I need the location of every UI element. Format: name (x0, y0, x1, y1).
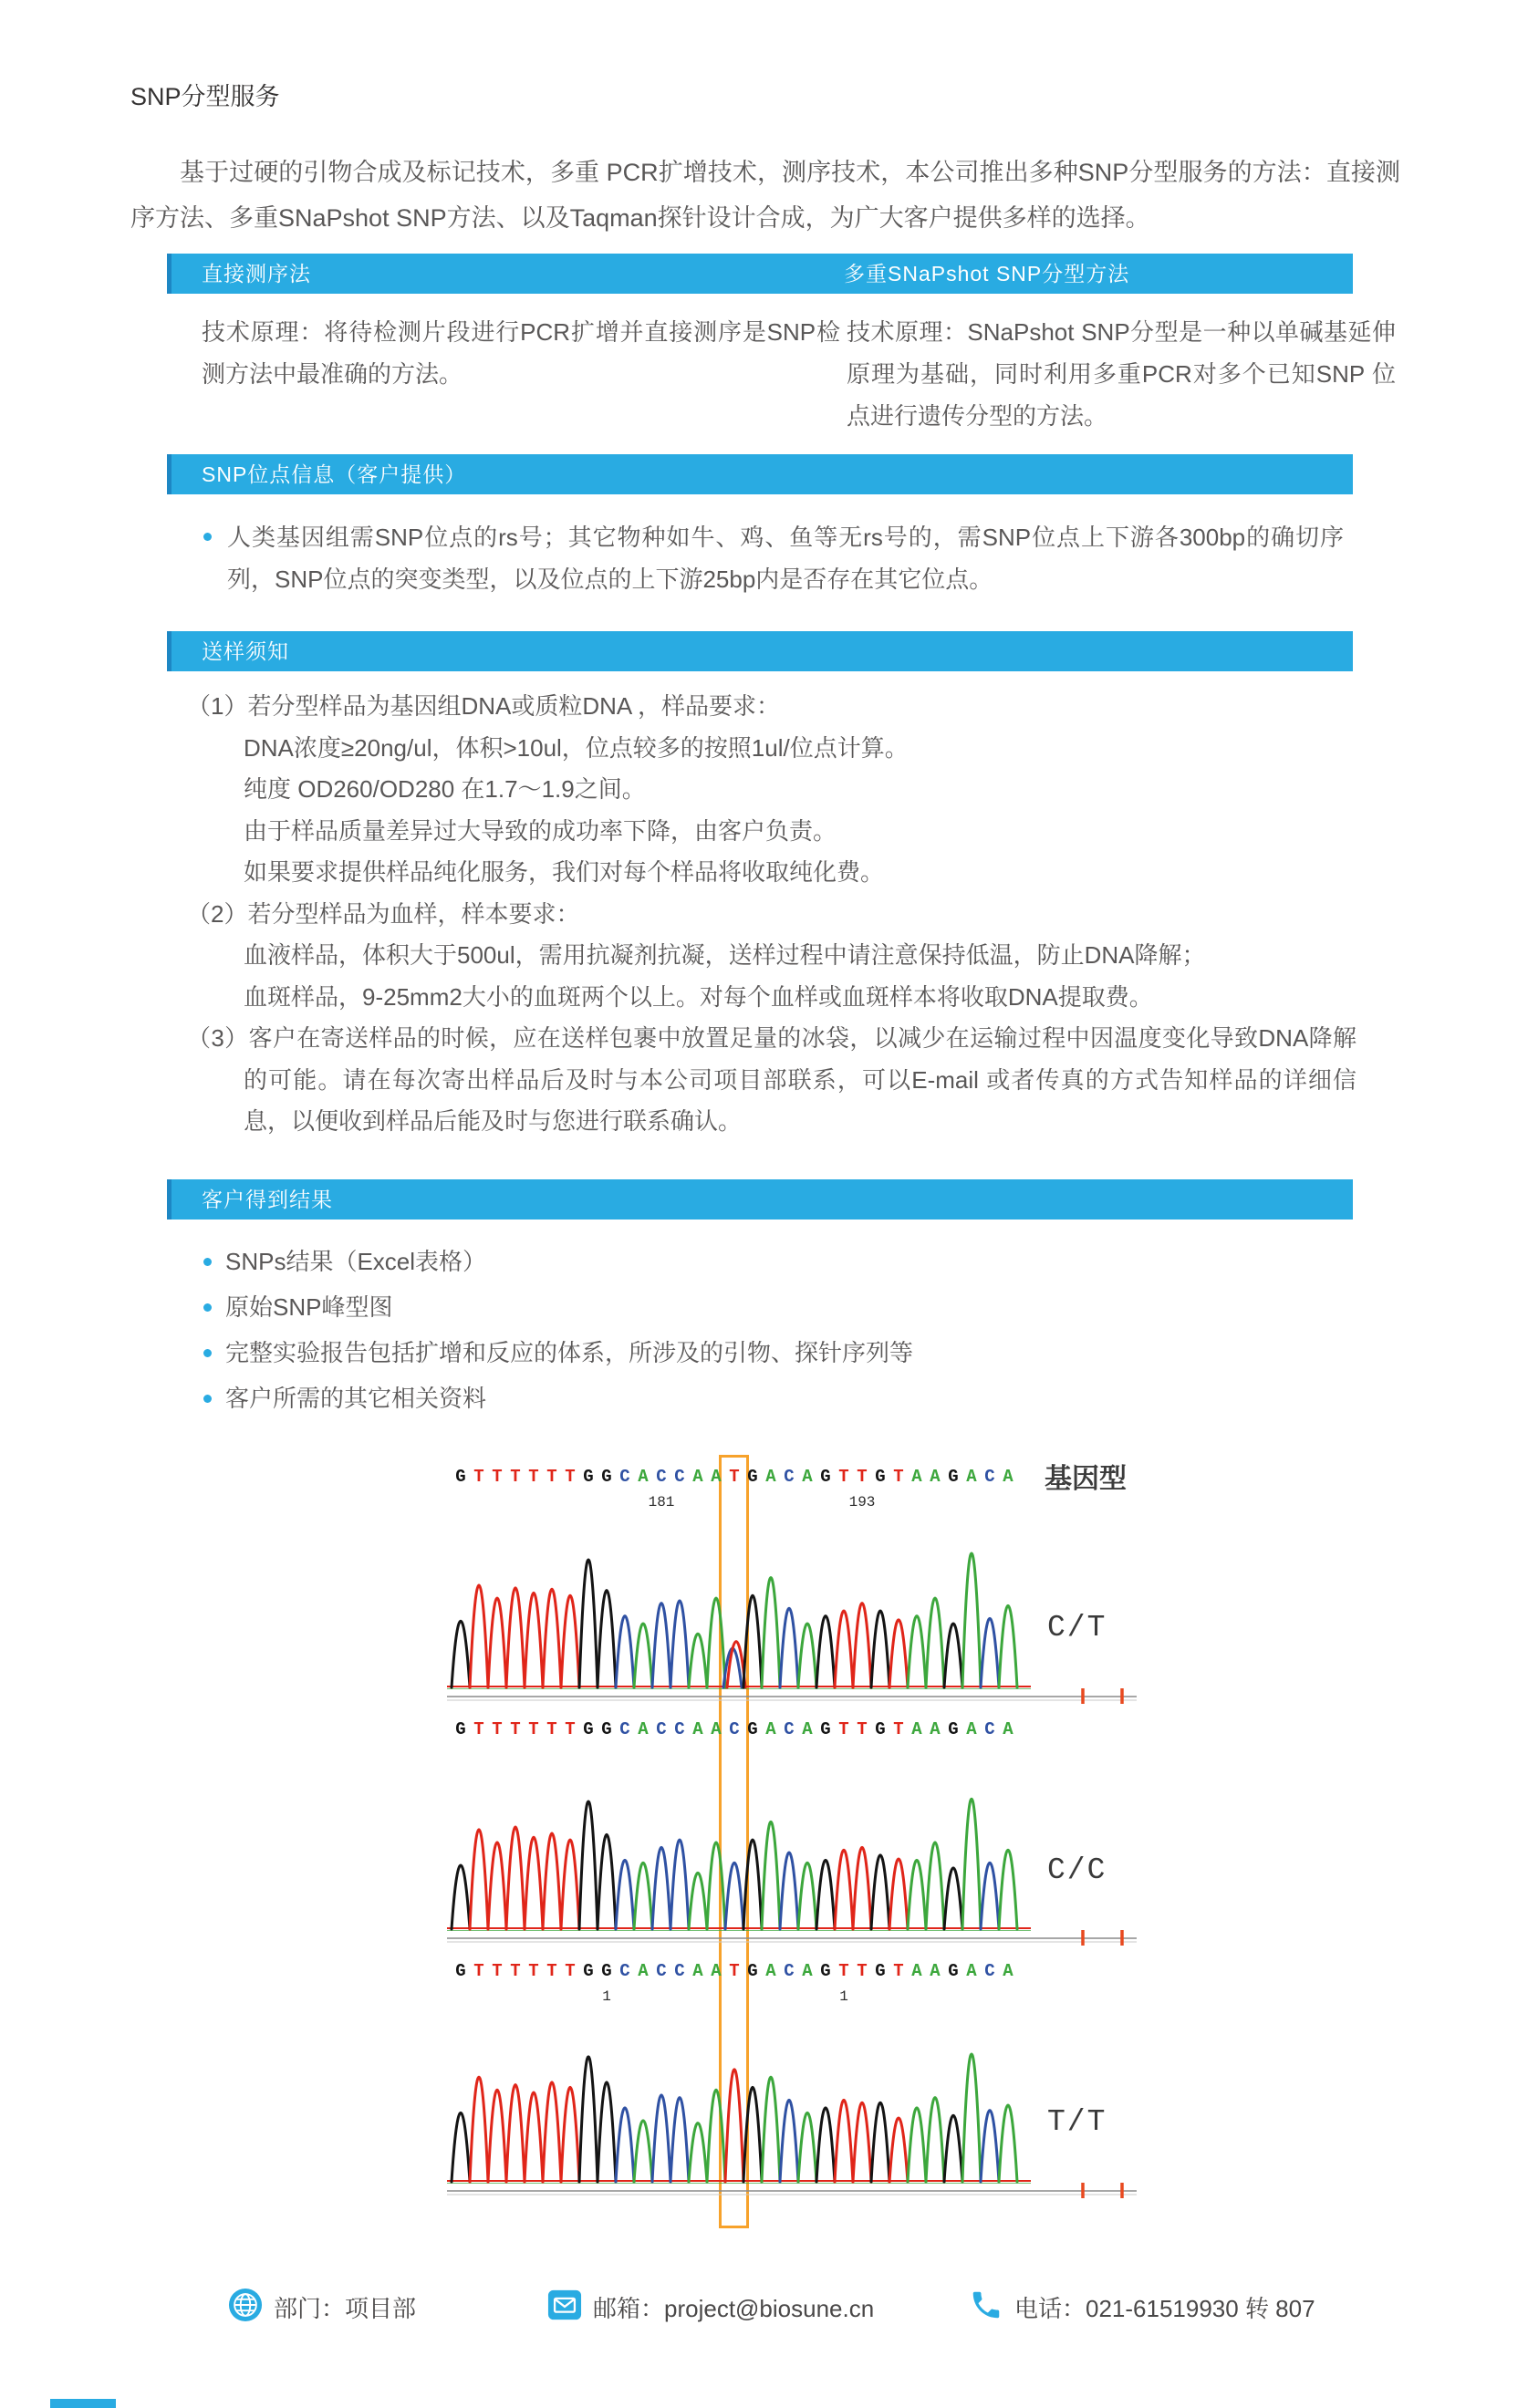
base-letter: T (510, 1467, 521, 1487)
intro-paragraph: 基于过硬的引物合成及标记技术，多重 PCR扩增技术，测序技术，本公司推出多种SNP分型服务的方法：直接测序方法、多重SNaPshot SNP方法、以及Taqman探针设计合成，为广大客户提供多样的选择。 (130, 159, 1400, 232)
base-letter: A (638, 1719, 649, 1739)
base-letter: A (930, 1467, 941, 1487)
base-letter: G (747, 1719, 758, 1739)
base-letter: C (656, 1719, 667, 1739)
base-letter: C (984, 1961, 995, 1981)
base-letter: G (455, 1467, 466, 1487)
bullet-dot-icon (203, 1303, 212, 1312)
base-letter: A (638, 1467, 649, 1487)
base-letter: T (546, 1719, 557, 1739)
base-letter: G (948, 1719, 959, 1739)
result-list-item (205, 1330, 913, 1375)
base-letter: A (911, 1467, 922, 1487)
base-letter: T (528, 1961, 539, 1981)
snp-info-bullet-text: 人类基因组需SNP位点的rs号；其它物种如牛、鸡、鱼等无rs号的，需SNP位点上下游各300bp的确切序列，SNP位点的突变类型，以及位点的上下游25bp内是否存在其它位点。 (227, 524, 1344, 593)
section-header-results: 客户得到结果 (202, 1188, 333, 1211)
base-letter: A (711, 1719, 722, 1739)
base-letter: A (966, 1467, 977, 1487)
base-letter: G (583, 1719, 594, 1739)
section-bar-shipping (167, 631, 1353, 671)
bullet-dot-icon (203, 1349, 212, 1357)
base-letter: G (601, 1961, 612, 1981)
base-letter: C (656, 1961, 667, 1981)
genotype-label: C/C (1047, 1853, 1107, 1887)
base-letter: T (528, 1467, 539, 1487)
base-letter: A (638, 1961, 649, 1981)
base-letter: T (838, 1961, 849, 1981)
snp-info-bullet (205, 516, 1344, 600)
base-letter: A (930, 1961, 941, 1981)
base-letter: C (729, 1719, 740, 1739)
base-letter: T (857, 1719, 868, 1739)
result-list-item (205, 1375, 913, 1421)
genotype-heading: 基因型 (1045, 1464, 1127, 1494)
genotype-label: T/T (1047, 2105, 1107, 2139)
footer-email-text: 邮箱：project@biosune.cn (593, 2295, 875, 2322)
shipping-notes-list (187, 686, 1356, 1143)
result-item-text: 原始SNP峰型图 (225, 1293, 393, 1321)
genotype-label: C/T (1047, 1611, 1107, 1645)
result-item-text: SNPs结果（Excel表格） (225, 1248, 487, 1275)
shipping-note-line: 纯度 OD260/OD280 在1.7～1.9之间。 (244, 775, 646, 803)
section-bar-results (167, 1179, 1353, 1220)
base-letter: G (820, 1719, 831, 1739)
base-letter: A (711, 1467, 722, 1487)
base-letter: C (674, 1719, 685, 1739)
result-list-item (205, 1239, 913, 1284)
shipping-note-line: （1）若分型样品为基因组DNA或质粒DNA ，样品要求： (187, 692, 781, 720)
base-letter: A (1003, 1961, 1013, 1981)
result-item-text: 完整实验报告包括扩增和反应的体系，所涉及的引物、探针序列等 (225, 1339, 914, 1366)
base-letter: C (784, 1961, 795, 1981)
base-letter: A (1003, 1719, 1013, 1739)
base-letter: A (765, 1467, 776, 1487)
page-corner-accent (50, 2399, 116, 2408)
bullet-dot-icon (203, 1258, 212, 1266)
base-letter: C (619, 1961, 630, 1981)
base-letter: G (455, 1961, 466, 1981)
phone-icon (969, 2288, 1003, 2322)
section-header-snapshot: 多重SNaPshot SNP分型方法 (844, 262, 1130, 285)
base-letter: A (765, 1961, 776, 1981)
base-letter: G (583, 1467, 594, 1487)
base-letter: A (1003, 1467, 1013, 1487)
sequence-position-label: 1 (839, 1988, 848, 2005)
base-letter: A (966, 1719, 977, 1739)
base-letter: G (455, 1719, 466, 1739)
base-letter: C (619, 1467, 630, 1487)
base-letter: T (838, 1719, 849, 1739)
base-letter: G (601, 1719, 612, 1739)
base-letter: T (565, 1467, 576, 1487)
section-header-shipping: 送样须知 (202, 639, 289, 663)
base-letter: T (893, 1961, 904, 1981)
base-letter: C (656, 1467, 667, 1487)
base-letter: A (711, 1961, 722, 1981)
base-letter: A (802, 1719, 813, 1739)
base-letter: G (820, 1961, 831, 1981)
chromatogram-trace (447, 1541, 1140, 1710)
direct-sequencing-description: 技术原理：将待检测片段进行PCR扩增并直接测序是SNP检测方法中最准确的方法。 (202, 318, 840, 388)
base-letter: G (583, 1961, 594, 1981)
snapshot-description: 技术原理：SNaPshot SNP分型是一种以单碱基延伸原理为基础，同时利用多重PCR对多个已知SNP 位点进行遗传分型的方法。 (847, 318, 1396, 430)
base-letter: T (528, 1719, 539, 1739)
base-letter: G (747, 1467, 758, 1487)
base-letter: T (473, 1467, 484, 1487)
shipping-note-line: DNA浓度≥20ng/ul，体积>10ul，位点较多的按照1ul/位点计算。 (244, 733, 909, 762)
base-letter: T (893, 1719, 904, 1739)
base-letter: A (692, 1719, 703, 1739)
base-letter: A (802, 1961, 813, 1981)
base-letter: T (546, 1467, 557, 1487)
bullet-dot-icon (203, 533, 212, 541)
result-item-text: 客户所需的其它相关资料 (225, 1385, 487, 1412)
base-letter: A (802, 1467, 813, 1487)
sequence-position-label: 181 (648, 1494, 675, 1510)
base-letter: G (747, 1961, 758, 1981)
shipping-note-line: 如果要求提供样品纯化服务，我们对每个样品将收取纯化费。 (244, 858, 885, 886)
base-letter: T (857, 1467, 868, 1487)
base-letter: G (875, 1719, 886, 1739)
footer-department-text: 部门：项目部 (274, 2295, 417, 2322)
base-letter: C (784, 1719, 795, 1739)
shipping-note-line: 血液样品，体积大于500ul，需用抗凝剂抗凝，送样过程中请注意保持低温，防止DNA降解； (244, 941, 1206, 969)
base-letter: T (510, 1719, 521, 1739)
shipping-note-line: （3）客户在寄送样品的时候，应在送样包裹中放置足量的冰袋，以减少在运输过程中因温度变化导致DNA降解的可能。请在每次寄出样品后及时与本公司项目部联系，可以E-mail 或者传真的方式告知样品的详细信息，以便收到样品后能及时与您进行联系确认。 (187, 1024, 1356, 1135)
envelope-icon (547, 2288, 582, 2322)
base-letter: C (984, 1719, 995, 1739)
shipping-note-line: （2）若分型样品为血样，样本要求： (187, 899, 580, 928)
base-letter: A (966, 1961, 977, 1981)
section-bar-methods (167, 254, 1353, 294)
base-letter: T (546, 1961, 557, 1981)
section-bar-snp-info (167, 454, 1353, 494)
results-list (205, 1239, 913, 1421)
base-letter: G (601, 1467, 612, 1487)
base-letter: G (875, 1961, 886, 1981)
base-letter: A (765, 1719, 776, 1739)
base-letter: T (729, 1961, 740, 1981)
base-letter: C (674, 1467, 685, 1487)
base-letter: A (911, 1719, 922, 1739)
base-letter: A (692, 1961, 703, 1981)
base-letter: T (565, 1961, 576, 1981)
section-header-direct-sequencing: 直接测序法 (202, 262, 311, 285)
base-letter: T (893, 1467, 904, 1487)
base-letter: T (492, 1467, 503, 1487)
base-letter: T (510, 1961, 521, 1981)
base-letter: A (911, 1961, 922, 1981)
base-letter: G (948, 1467, 959, 1487)
shipping-note-line: 由于样品质量差异过大导致的成功率下降，由客户负责。 (244, 816, 837, 845)
sequence-position-label: 193 (848, 1494, 876, 1510)
section-header-snp-info: SNP位点信息（客户提供） (202, 462, 467, 486)
base-letter: C (984, 1467, 995, 1487)
shipping-note-line: 血斑样品，9-25mm2大小的血斑两个以上。对每个血样或血斑样本将收取DNA提取费。 (244, 982, 1153, 1011)
bullet-dot-icon (203, 1395, 212, 1403)
chromatogram-figure (0, 1441, 1528, 2262)
base-letter: T (857, 1961, 868, 1981)
base-letter: G (948, 1961, 959, 1981)
base-letter: A (692, 1467, 703, 1487)
base-letter: C (784, 1467, 795, 1487)
chromatogram-trace (447, 2036, 1140, 2205)
result-list-item (205, 1284, 913, 1330)
base-letter: T (838, 1467, 849, 1487)
base-letter: C (619, 1719, 630, 1739)
base-letter: T (492, 1719, 503, 1739)
base-letter: T (492, 1961, 503, 1981)
page-title: SNP分型服务 (130, 83, 280, 110)
globe-icon (228, 2288, 263, 2322)
footer-phone-text: 电话：021-61519930 转 807 (1014, 2295, 1315, 2322)
base-letter: T (565, 1719, 576, 1739)
base-letter: T (473, 1961, 484, 1981)
base-letter: T (729, 1467, 740, 1487)
base-letter: C (674, 1961, 685, 1981)
base-letter: G (875, 1467, 886, 1487)
base-letter: G (820, 1467, 831, 1487)
sequence-position-label: 1 (602, 1988, 611, 2005)
base-letter: T (473, 1719, 484, 1739)
base-letter: A (930, 1719, 941, 1739)
chromatogram-trace (447, 1783, 1140, 1952)
